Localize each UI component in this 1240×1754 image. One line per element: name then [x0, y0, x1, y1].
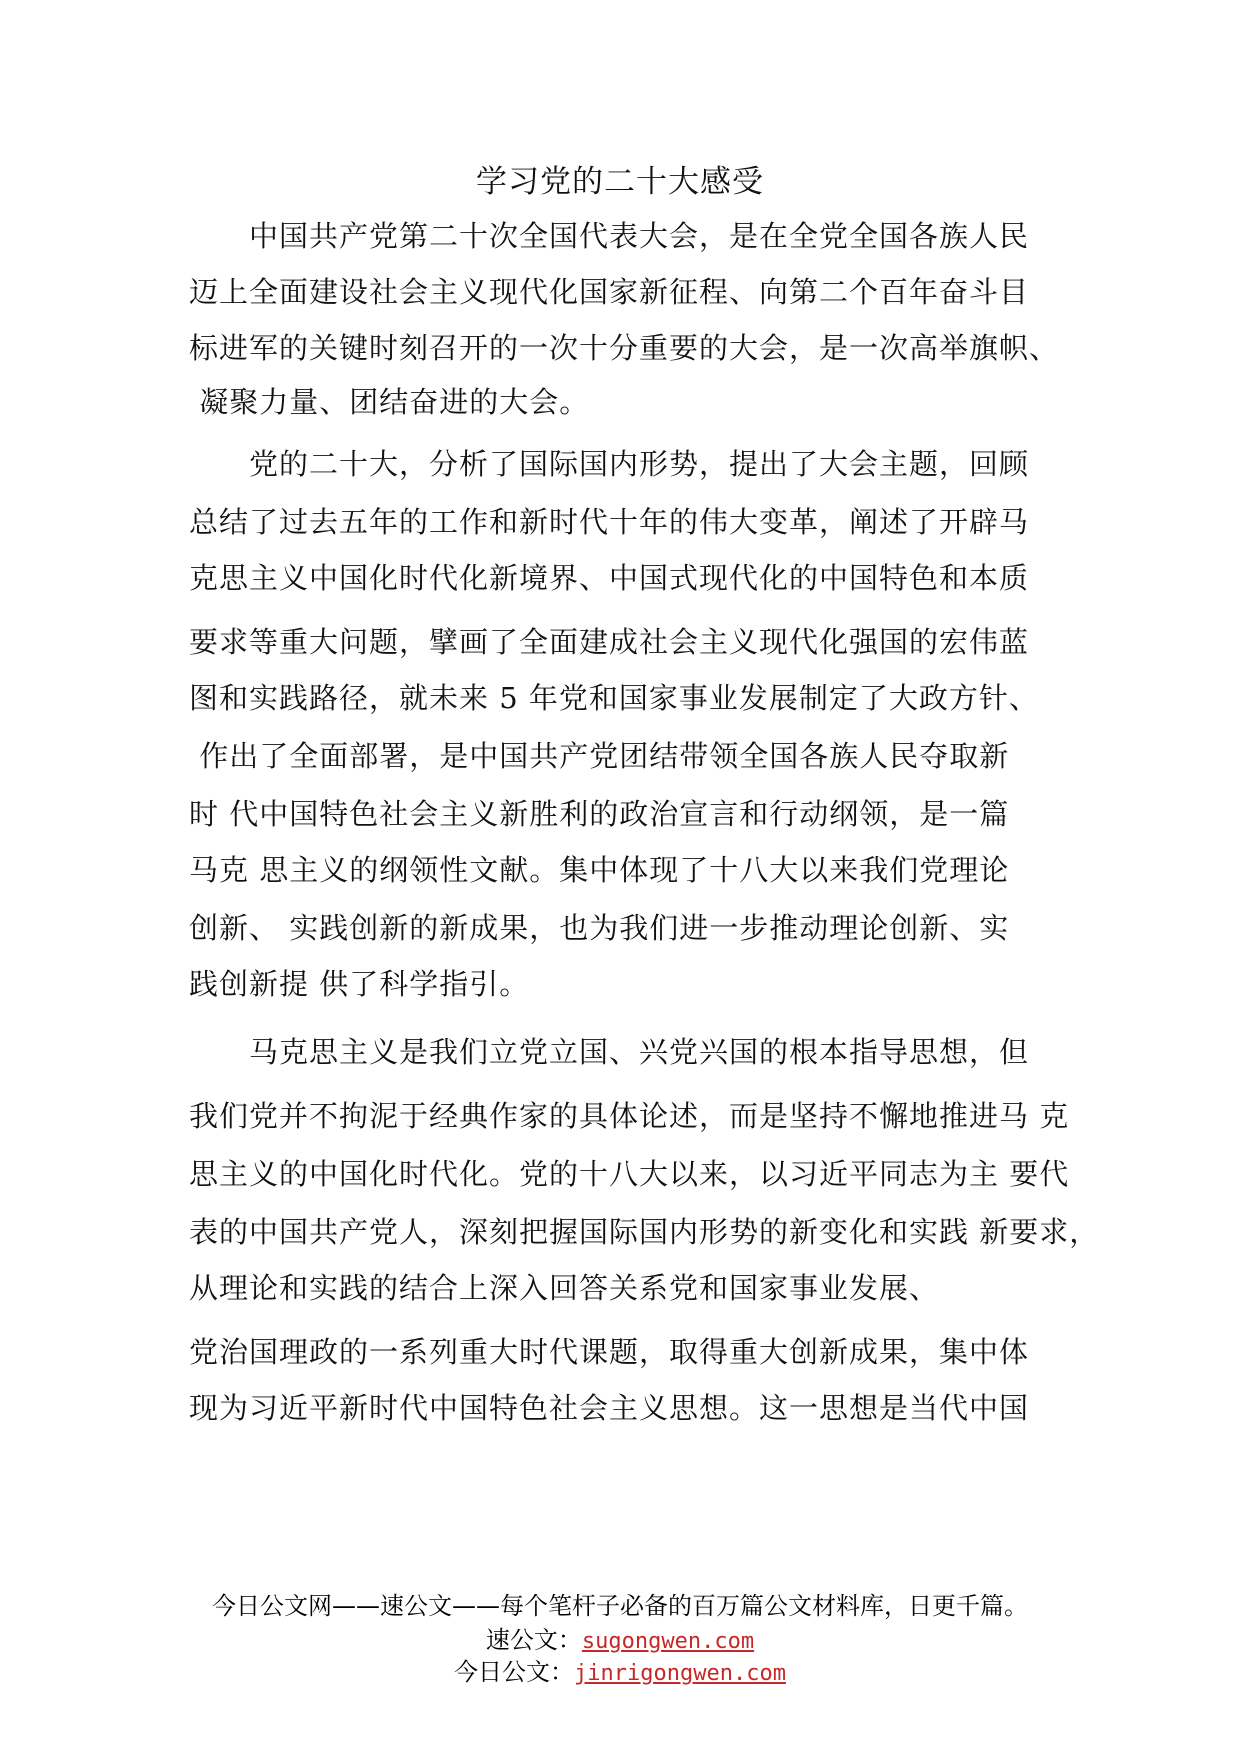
body-line: 马克思主义是我们立党立国、兴党兴国的根本指导思想，但	[189, 1035, 1030, 1069]
body-line: 创新、 实践创新的新成果，也为我们进一步推动理论创新、实	[189, 911, 1010, 945]
body-line: 凝聚力量、团结奋进的大会。	[189, 385, 590, 419]
body-line: 时 代中国特色社会主义新胜利的政治宣言和行动纲领，是一篇	[189, 797, 1010, 831]
body-line: 中国共产党第二十次全国代表大会，是在全党全国各族人民	[189, 219, 1030, 253]
body-line: 现为习近平新时代中国特色社会主义思想。这一思想是当代中国	[189, 1391, 1030, 1425]
jinrigongwen-label: 今日公文：	[454, 1658, 575, 1686]
body-line: 作出了全面部署，是中国共产党团结带领全国各族人民夺取新	[189, 739, 1010, 773]
body-line: 践创新提 供了科学指引。	[189, 967, 530, 1001]
body-line: 图和实践路径，就未来 5 年党和国家事业发展制定了大政方针、	[189, 681, 1039, 715]
body-line: 思主义的中国化时代化。党的十八大以来，以习近平同志为主 要代	[189, 1157, 1070, 1191]
footer-jinrigongwen	[0, 1656, 1240, 1690]
body-line: 党的二十大，分析了国际国内形势，提出了大会主题，回顾	[189, 447, 1030, 481]
body-line: 要求等重大问题，擘画了全面建成社会主义现代化强国的宏伟蓝	[189, 625, 1030, 659]
footer-sugongwen	[0, 1624, 1240, 1658]
body-line: 迈上全面建设社会主义现代化国家新征程、向第二个百年奋斗目	[189, 275, 1030, 309]
body-line: 马克 思主义的纲领性文献。集中体现了十八大以来我们党理论	[189, 853, 1010, 887]
body-line: 我们党并不拘泥于经典作家的具体论述，而是坚持不懈地推进马 克	[189, 1099, 1070, 1133]
body-line: 表的中国共产党人，深刻把握国际国内形势的新变化和实践 新要求，	[189, 1215, 1100, 1249]
body-line: 总结了过去五年的工作和新时代十年的伟大变革，阐述了开辟马	[189, 505, 1030, 539]
body-line: 党治国理政的一系列重大时代课题，取得重大创新成果，集中体	[189, 1335, 1030, 1369]
sugongwen-label: 速公文：	[485, 1626, 582, 1654]
page-title: 学习党的二十大感受	[476, 164, 764, 200]
footer-slogan: 今日公文网——速公文——每个笔杆子必备的百万篇公文材料库，日更千篇。	[212, 1592, 1028, 1620]
sugongwen-link[interactable]: sugongwen.com	[581, 1629, 755, 1654]
body-line: 标进军的关键时刻召开的一次十分重要的大会，是一次高举旗帜、	[189, 331, 1060, 365]
body-line: 从理论和实践的结合上深入回答关系党和国家事业发展、	[189, 1271, 940, 1305]
body-line: 克思主义中国化时代化新境界、中国式现代化的中国特色和本质	[189, 561, 1030, 595]
jinrigongwen-link[interactable]: jinrigongwen.com	[574, 1661, 786, 1686]
